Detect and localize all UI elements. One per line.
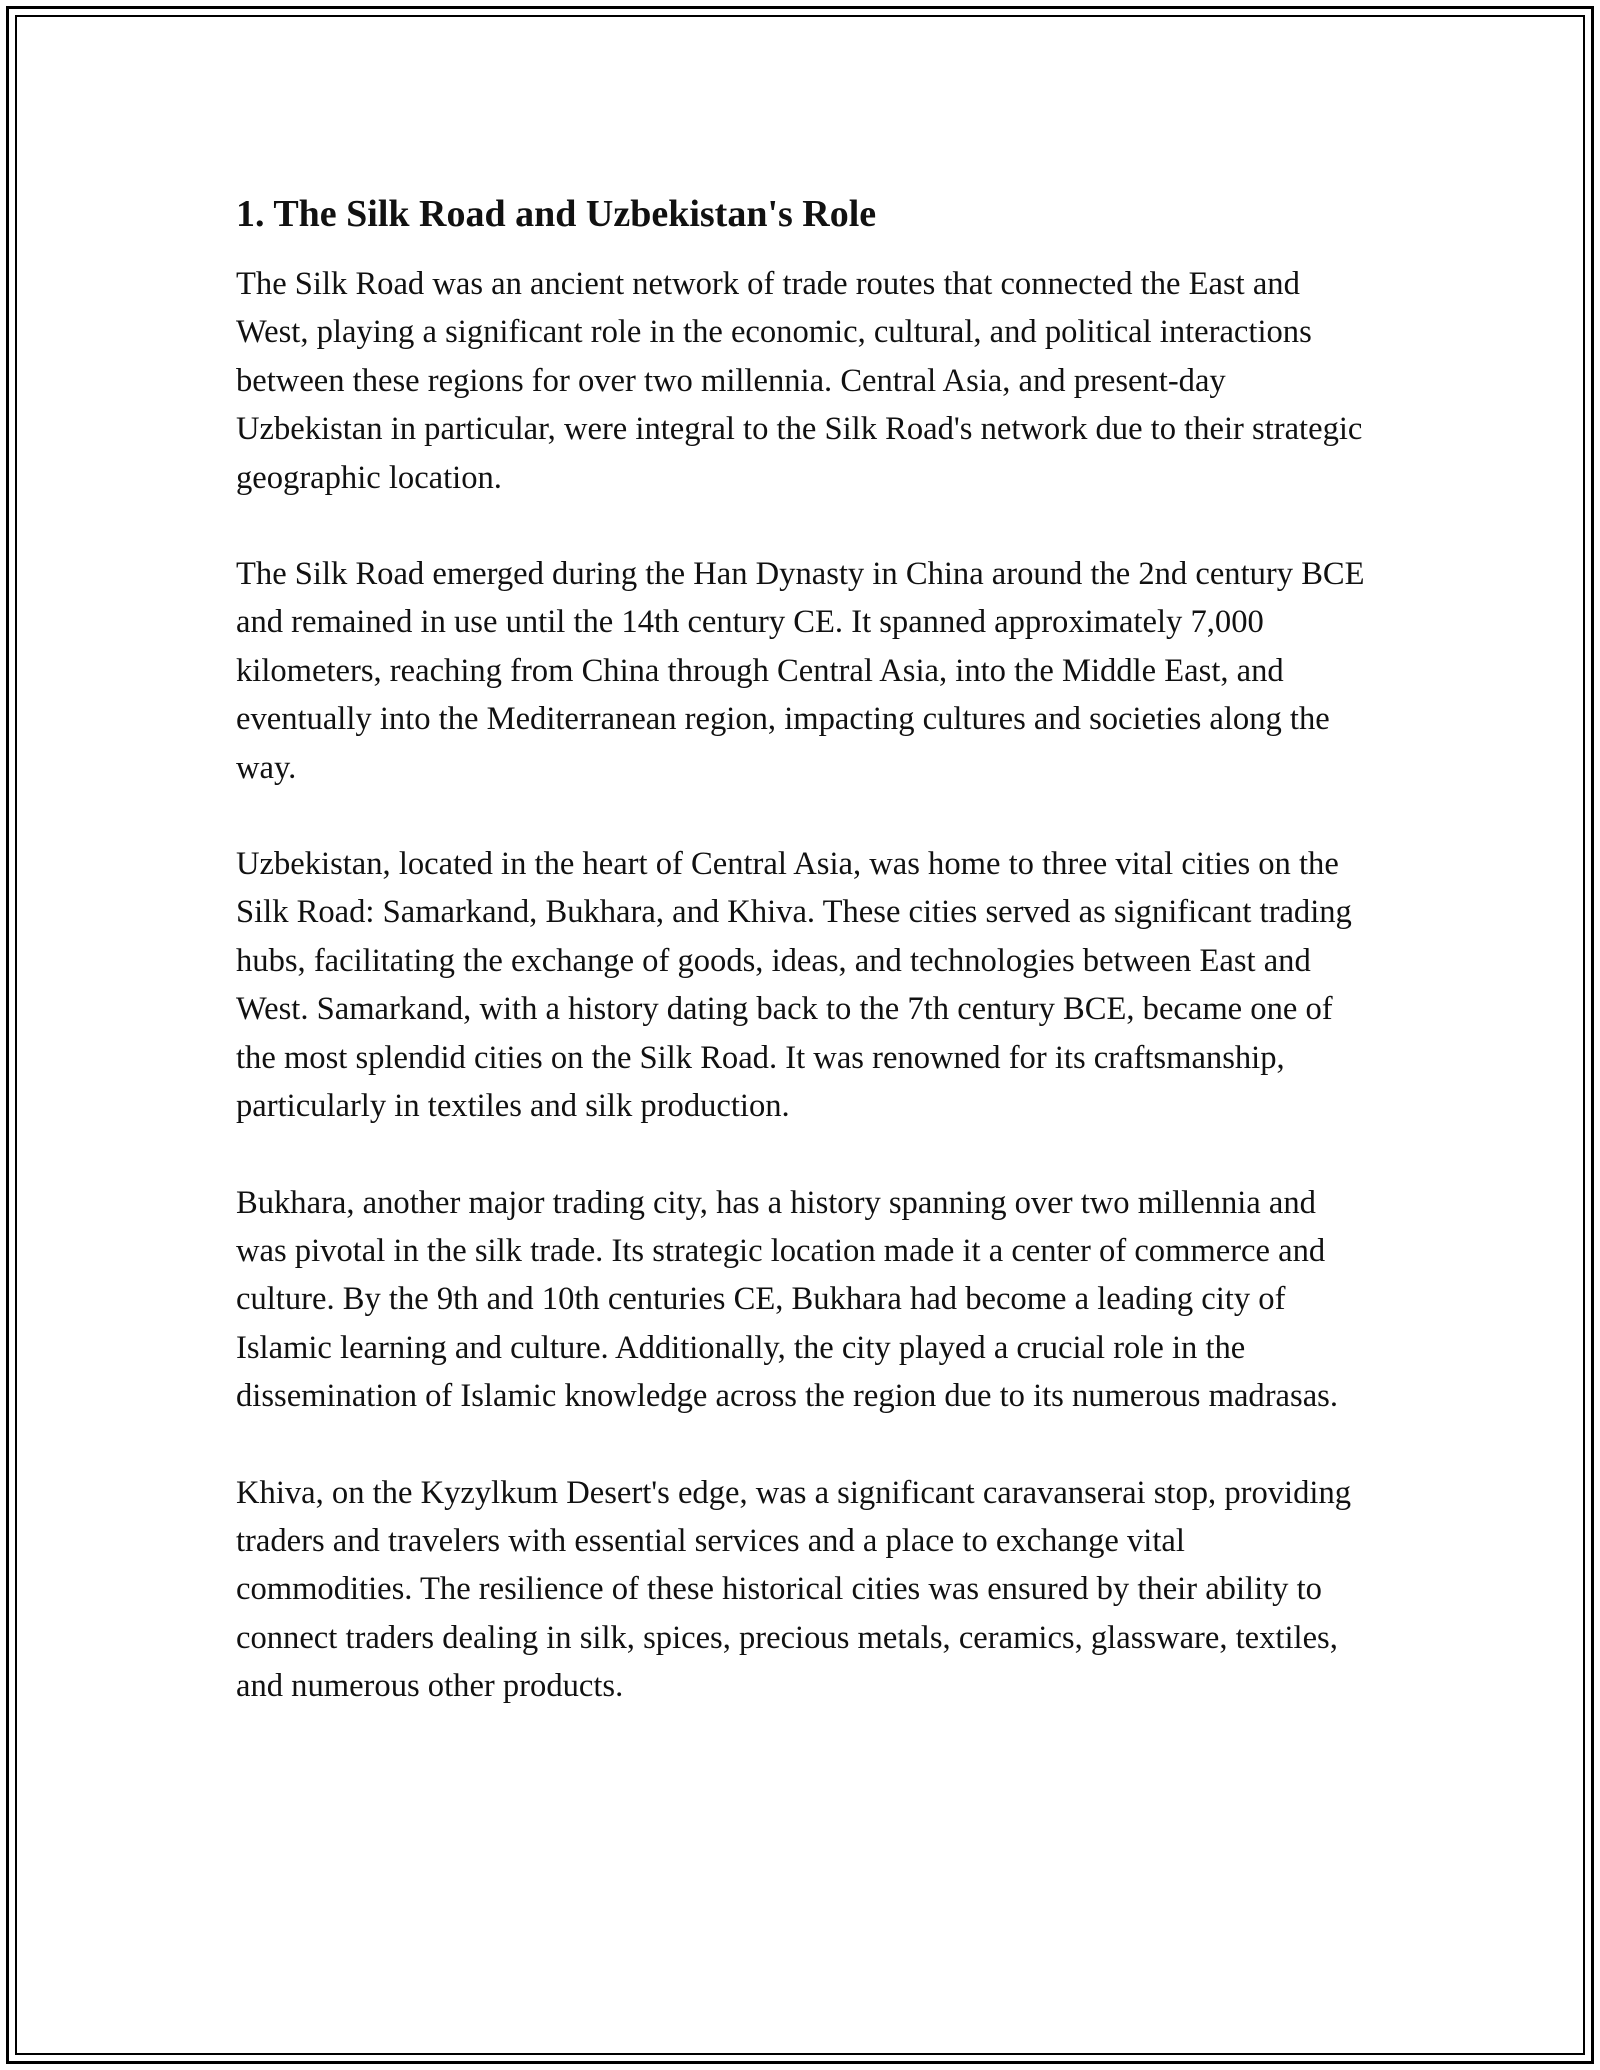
paragraph-bukhara: Bukhara, another major trading city, has a history spanning over two millennia and was pivotal in the silk trade. Its strategic location made it a center of commerce and culture. By the 9th and 10th centuries CE, Bukhara had become a leading city of Islamic learning and culture. Additionally, the city played a crucial role in the dissemination of Islamic knowledge across the region due to its numerous madrasas.: [236, 1184, 1338, 1415]
paragraph-khiva: Khiva, on the Kyzylkum Desert's edge, was a significant caravanserai stop, providing traders and travelers with essential services and a place to exchange vital commodities. The resilience of these historical cities was ensured by their ability to connect traders dealing in silk, spices, precious metals, ceramics, glassware, textiles, and numerous other products.: [236, 1474, 1352, 1705]
section-title: 1. The Silk Road and Uzbekistan's Role: [236, 193, 877, 235]
paragraph-silk-road-overview: The Silk Road was an ancient network of trade routes that connected the East and West, playing a significant role in the economic, cultural, and political interactions between these regions for over two millennia. Central Asia, and present-day Uzbekistan in particular, were integral to the Silk Road's network due to their strategic geographic location.: [236, 266, 1363, 496]
paragraph-silk-road-history: The Silk Road emerged during the Han Dynasty in China around the 2nd century BCE and remained in use until the 14th century CE. It spanned approximately 7,000 kilometers, reaching from China through Central Asia, into the Middle East, and eventually into the Mediterranean region, impacting cultures and societies along the way.: [236, 556, 1365, 786]
paragraph-uzbekistan-cities: Uzbekistan, located in the heart of Central Asia, was home to three vital cities on the Silk Road: Samarkand, Bukhara, and Khiva. These cities served as significant trading hubs, facilitating the exchange of goods, ideas, and technologies between East and West. Samarkand, with a history dating back to the 7th century BCE, became one of the most splendid cities on the Silk Road. It was renowned for its craftsmanship, particularly in textiles and silk production.: [236, 846, 1352, 1125]
document-body: [236, 186, 1366, 1759]
